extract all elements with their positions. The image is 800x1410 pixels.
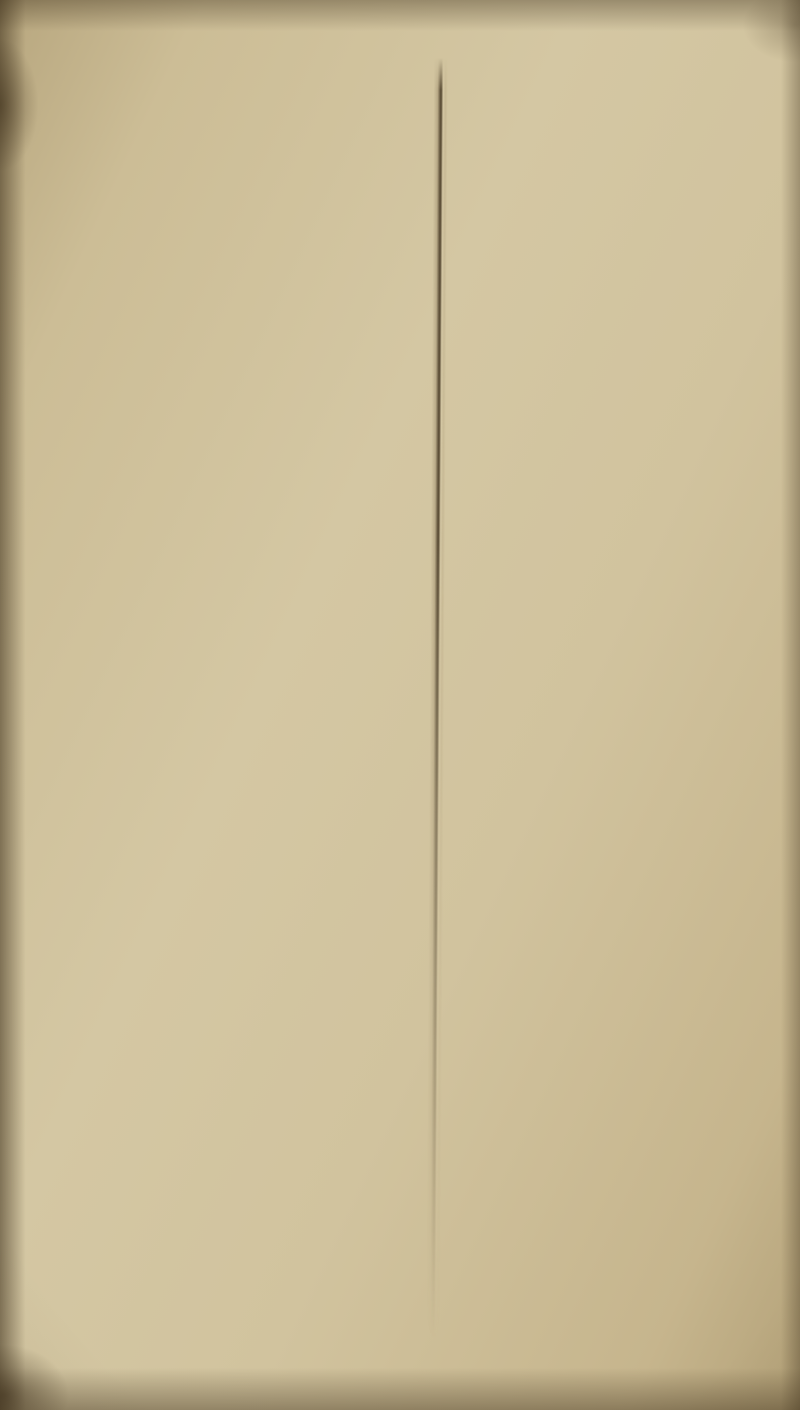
- article-body-text: [24, 12, 790, 21]
- article-text: [24, 12, 790, 26]
- page-fold-crease: [426, 58, 448, 1338]
- article-closing-text: [24, 17, 790, 26]
- profit-calculation-table: [24, 17, 790, 26]
